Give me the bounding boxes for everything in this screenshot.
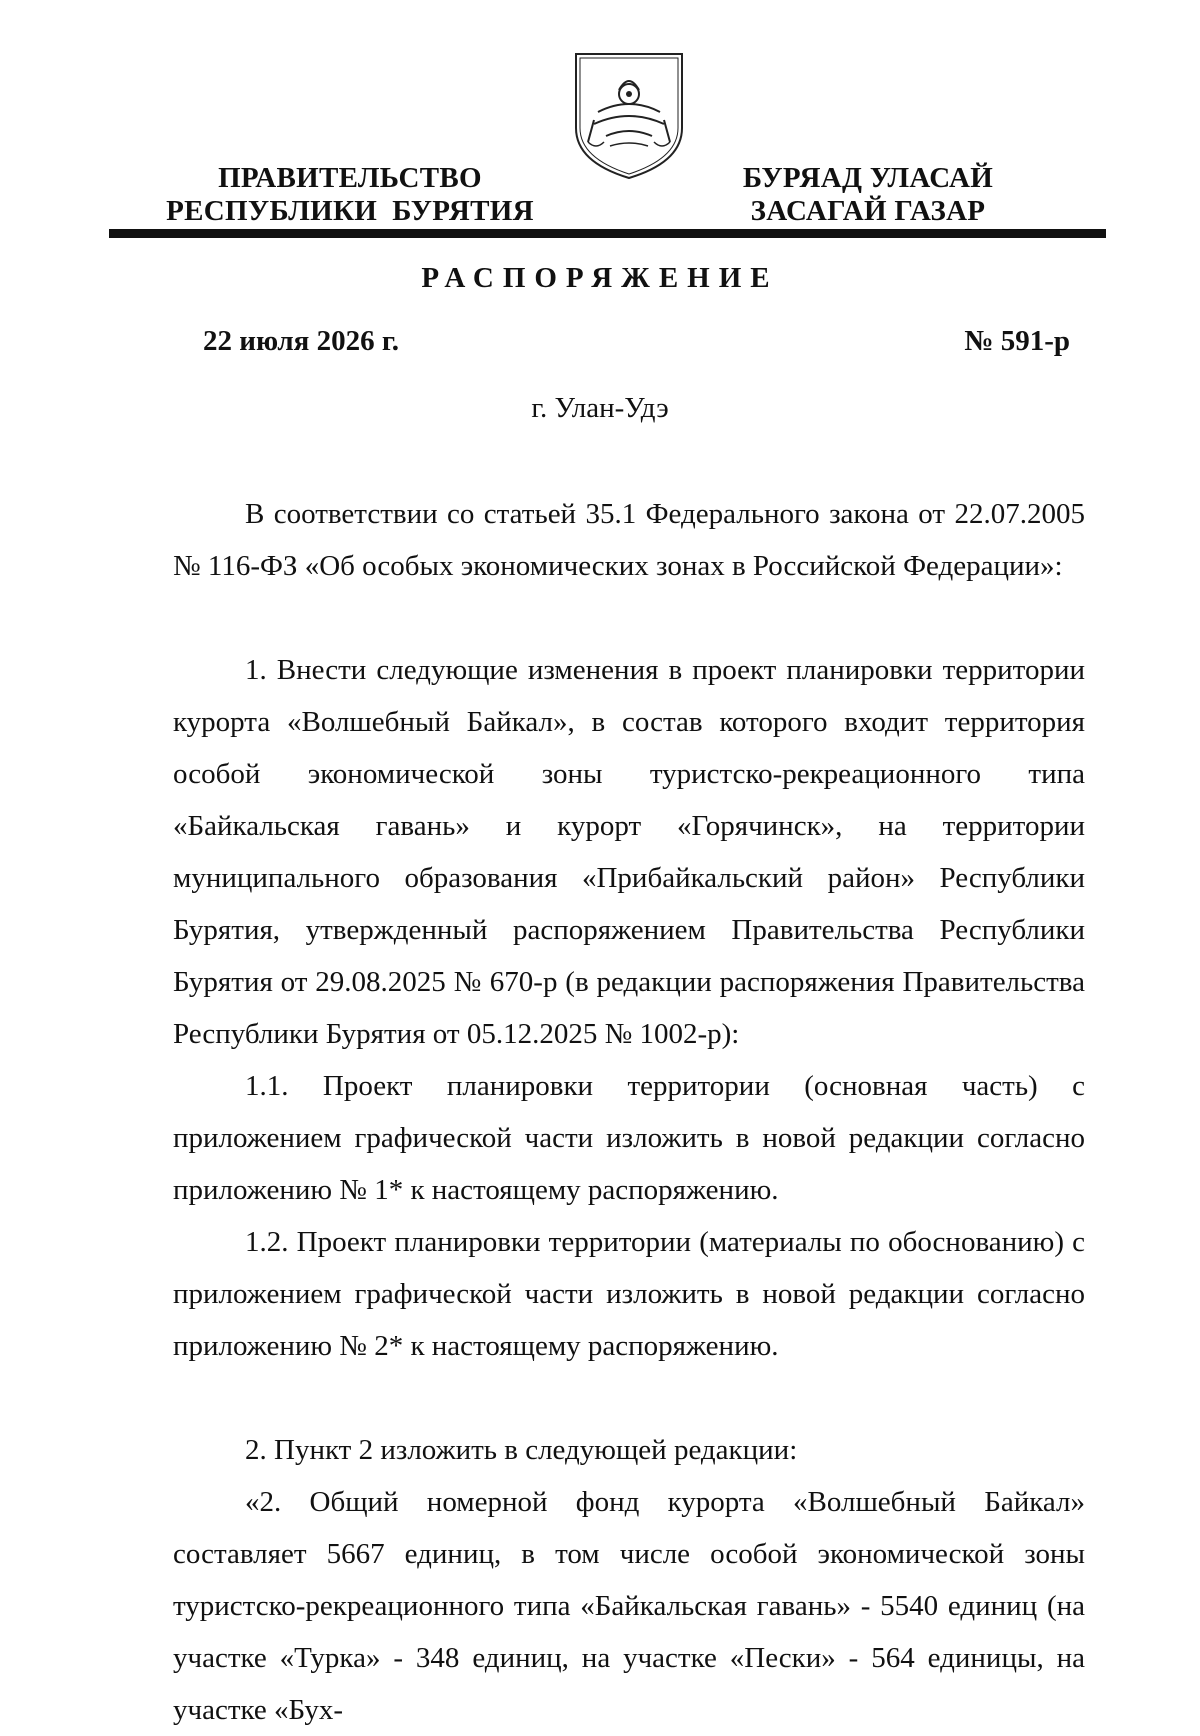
document-number: № 591-р bbox=[964, 325, 1070, 357]
issuer-name-line2: РЕСПУБЛИКИ БУРЯТИЯ bbox=[166, 195, 534, 227]
preamble-paragraph: В соответствии со статьей 35.1 Федерального закона от 22.07.2005 № 116-ФЗ «Об особых экономических зонах в Российской Федерации»: bbox=[173, 498, 1085, 582]
issuer-name-buryat-line1: БУРЯАД УЛАСАЙ bbox=[742, 162, 994, 194]
document-title: РАСПОРЯЖЕНИЕ bbox=[421, 262, 779, 294]
document-body bbox=[173, 488, 1085, 1736]
document-city: г. Улан-Удэ bbox=[531, 392, 669, 424]
document-date: 22 июля 2026 г. bbox=[203, 325, 400, 357]
issuer-name-line1: ПРАВИТЕЛЬСТВО bbox=[218, 162, 482, 194]
header-divider bbox=[109, 229, 1106, 238]
item-1-2-paragraph: 1.2. Проект планировки территории (материалы по обоснованию) с приложением графической части изложить в новой редакции согласно приложению № 2* к настоящему распоряжению. bbox=[173, 1226, 1085, 1362]
issuer-name-russian bbox=[160, 162, 540, 228]
item-1-paragraph: 1. Внести следующие изменения в проект планировки территории курорта «Волшебный Байкал», в состав которого входит территория особой экономической зоны туристско-рекреационного типа «Байкальская гавань» и курорт «Горячинск», на территории муниципального образования «Прибайкальский район» Республики Бурятия, утвержденный распоряжением Правительства Республики Бурятия от 29.08.2025 № 670-р (в редакции распоряжения Правительства Республики Бурятия от 05.12.2025 № 1002-р): bbox=[173, 654, 1085, 1050]
item-1-1-paragraph: 1.1. Проект планировки территории (основная часть) с приложением графической части изложить в новой редакции согласно приложению № 1* к настоящему распоряжению. bbox=[173, 1070, 1085, 1206]
coat-of-arms-icon bbox=[570, 50, 688, 182]
issuer-name-buryat-line2: ЗАСАГАЙ ГАЗАР bbox=[750, 195, 986, 227]
issuer-name-buryat bbox=[718, 162, 1018, 228]
item-2-paragraph: 2. Пункт 2 изложить в следующей редакции: bbox=[245, 1434, 798, 1466]
item-2-quote-paragraph: «2. Общий номерной фонд курорта «Волшебный Байкал» составляет 5667 единиц, в том числе особой экономической зоны туристско-рекреационного типа «Байкальская гавань» - 5540 единиц (на участке «Турка» - 348 единиц, на участке «Пески» - 564 единицы, на участке «Бух- bbox=[173, 1486, 1085, 1726]
